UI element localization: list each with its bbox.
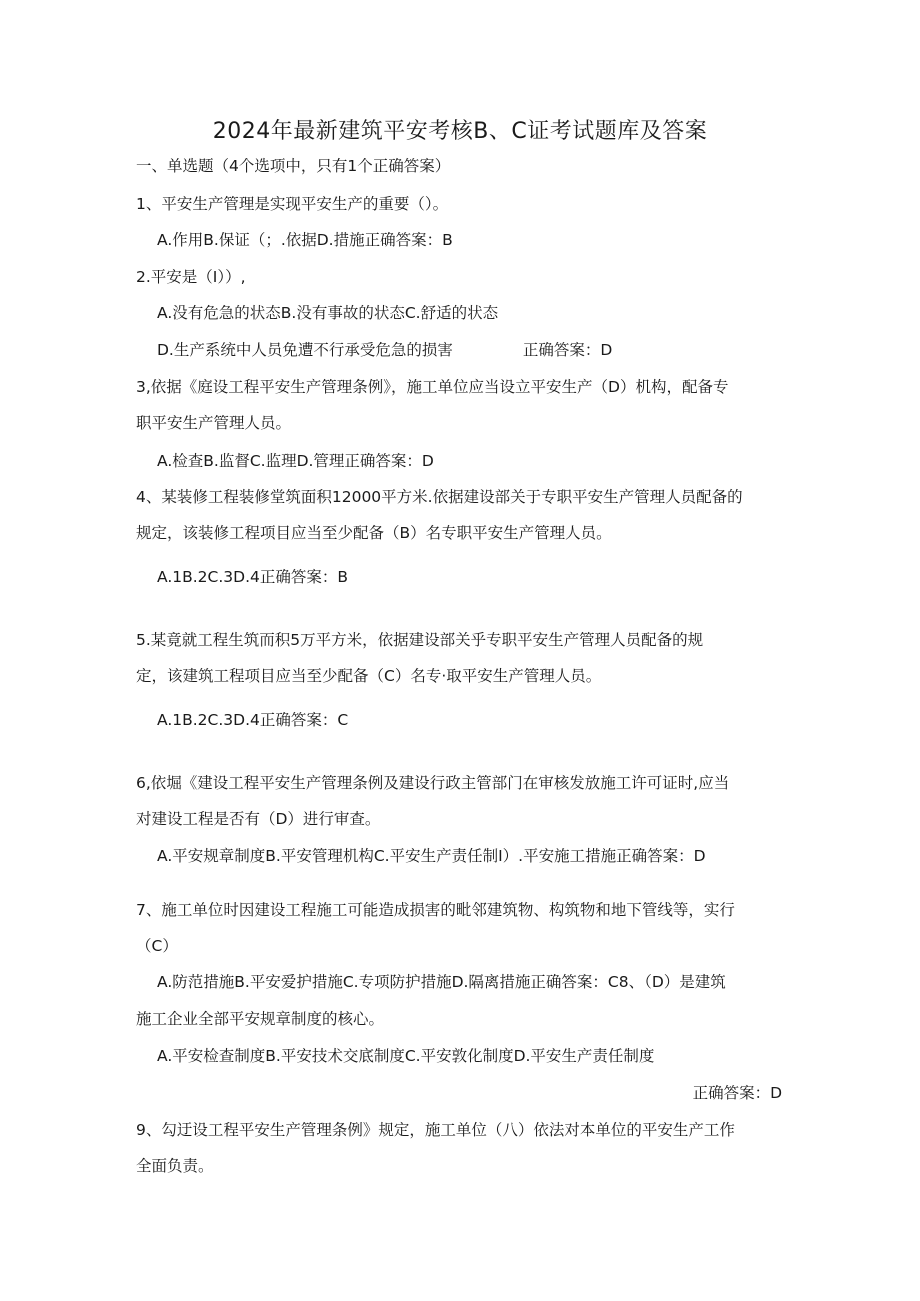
question-2: 2.平安是（I））,	[136, 268, 246, 286]
options-5: A.1B.2C.3D.4正确答案：C	[157, 711, 349, 729]
question-4-line-1: 4、某装修工程装修堂筑面积12000平方米.依据建设部关于专职平安生产管理人员配备的	[136, 488, 743, 506]
options-7: A.防范措施B.平安爱护措施C.专项防护措施D.隔离措施正确答案：C8、（D）是建筑	[157, 973, 726, 991]
options-1: A.作用B.保证（；.依据D.措施正确答案：B	[157, 231, 453, 249]
options-8: A.平安检查制度B.平安技术交底制度C.平安敦化制度D.平安生产责任制度	[157, 1047, 655, 1065]
question-3-line-1: 3,依据《庭设工程平安生产管理条例》，施工单位应当设立平安生产（D）机构，配备专	[136, 378, 729, 396]
question-9-line-1: 9、勾迂设工程平安生产管理条例》规定，施工单位（八）依法对本单位的平安生产工作	[136, 1121, 735, 1139]
question-5-line-1: 5.某竟就工程生筑而积5万平方米，依据建设部关乎专职平安生产管理人员配备的规	[136, 631, 704, 649]
question-6-line-1: 6,依堀《建设工程平安生产管理条例及建设行政主管部门在审核发放施工许可证时,应当	[136, 774, 730, 792]
question-7-line-2: （C）	[136, 937, 178, 955]
section-heading: 一、单选题（4个选项中，只有1个正确答案）	[136, 157, 451, 175]
options-3: A.检查B.监督C.监理D.管理正确答案：D	[157, 452, 434, 470]
question-9-line-2: 全面负责。	[136, 1157, 214, 1175]
options-4: A.1B.2C.3D.4正确答案：B	[157, 568, 349, 586]
answer-8: 正确答案：D	[692, 1084, 782, 1102]
document-title: 2024年最新建筑平安考核B、C证考试题库及答案	[212, 119, 708, 144]
answer-2: 正确答案：D	[522, 341, 613, 359]
options-2b	[157, 339, 612, 361]
options-2b-text: D.生产系统中人员免遭不行承受危急的损害	[157, 341, 453, 359]
options-6: A.平安规章制度B.平安管理机构C.平安生产责任制I）.平安施工措施正确答案：D	[157, 847, 706, 865]
question-8-line-2: 施工企业全部平安规章制度的核心。	[136, 1010, 385, 1028]
question-4-line-2: 规定，该装修工程项目应当至少配备（B）名专职平安生产管理人员。	[136, 524, 612, 542]
question-6-line-2: 对建设工程是否有（D）进行审查。	[136, 810, 381, 828]
question-1: 1、平安生产管理是实现平安生产的重要（）。	[136, 195, 449, 213]
question-5-line-2: 定，该建筑工程项目应当至少配备（C）名专·取平安生产管理人员。	[136, 667, 602, 685]
question-3-line-2: 职平安生产管理人员。	[136, 414, 292, 432]
question-7-line-1: 7、施工单位时因建设工程施工可能造成损害的毗邻建筑物、构筑物和地下管线等，实行	[136, 901, 735, 919]
options-2a: A.没有危急的状态B.没有事故的状态C.舒适的状态	[157, 304, 499, 322]
